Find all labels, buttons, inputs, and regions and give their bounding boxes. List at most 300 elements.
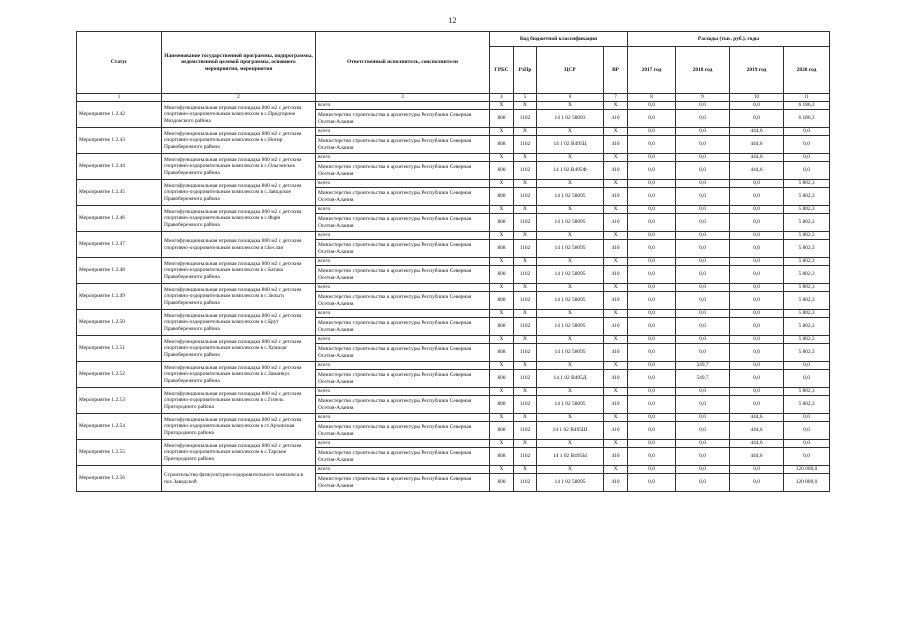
total-2019: 444,6 <box>730 414 784 422</box>
table-row <box>77 284 830 292</box>
header-vr: ВР <box>604 47 628 94</box>
row-name: Многофункциональная игровая площадка 800 м2 с детским спортивно-оздоровительным комплексом в с.Предгорное Моздокского района <box>162 102 316 128</box>
x-mark: X <box>604 362 628 370</box>
value-2018: 0,0 <box>676 422 730 440</box>
row-name: Многофункциональная игровая площадка 800 м2 с детским спортивно-оздоровительным комплексом в с.Ольгинское Правобережного района <box>162 154 316 180</box>
column-number: 6 <box>537 94 604 102</box>
row-executor: Министерство строительства и архитектуры Республики Северная Осетия-Алания <box>316 240 490 258</box>
x-mark: X <box>537 232 604 240</box>
row-rzpr: 1102 <box>514 136 537 154</box>
row-total-label: всего <box>316 414 490 422</box>
value-2018: 0,0 <box>676 266 730 284</box>
row-rzpr: 1102 <box>514 318 537 336</box>
header-budget-code: Код бюджетной классификации <box>490 32 628 47</box>
value-2020: 0,0 <box>784 136 830 154</box>
row-status: Мероприятие 1.2.46 <box>77 206 162 232</box>
x-mark: X <box>604 310 628 318</box>
total-2020: 0,0 <box>784 414 830 422</box>
column-number: 9 <box>676 94 730 102</box>
value-2020: 5 802,3 <box>784 266 830 284</box>
value-2020: 5 802,3 <box>784 292 830 310</box>
header-expenses: Расходы (тыс. руб.), годы <box>628 32 830 47</box>
value-2017: 0,0 <box>628 370 676 388</box>
total-2017: 0,0 <box>628 310 676 318</box>
total-2019: 0,0 <box>730 362 784 370</box>
value-2020: 0,0 <box>784 448 830 466</box>
x-mark: X <box>537 414 604 422</box>
total-2020: 0,0 <box>784 440 830 448</box>
x-mark: X <box>537 206 604 214</box>
row-vr: 410 <box>604 318 628 336</box>
total-2017: 0,0 <box>628 232 676 240</box>
column-number: 1 <box>77 94 162 102</box>
row-executor: Министерство строительства и архитектуры Республики Северная Осетия-Алания <box>316 344 490 362</box>
row-rzpr: 1102 <box>514 344 537 362</box>
row-vr: 410 <box>604 396 628 414</box>
column-number: 11 <box>784 94 830 102</box>
row-total-label: всего <box>316 388 490 396</box>
total-2018: 549,7 <box>676 362 730 370</box>
row-csr: 14 1 02 58095 <box>537 474 604 492</box>
x-mark: X <box>604 336 628 344</box>
value-2018: 0,0 <box>676 292 730 310</box>
x-mark: X <box>490 336 514 344</box>
column-number: 4 <box>490 94 514 102</box>
row-executor: Министерство строительства и архитектуры Республики Северная Осетия-Алания <box>316 422 490 440</box>
row-rzpr: 1102 <box>514 448 537 466</box>
x-mark: X <box>604 440 628 448</box>
table-row <box>77 258 830 266</box>
total-2017: 0,0 <box>628 154 676 162</box>
total-2017: 0,0 <box>628 180 676 188</box>
value-2018: 0,0 <box>676 344 730 362</box>
row-name: Многофункциональная игровая площадка 800 м2 с детским спортивно-оздоровительным комплексом в с.Хумалаг Правобережного района <box>162 336 316 362</box>
value-2019: 0,0 <box>730 318 784 336</box>
x-mark: X <box>514 336 537 344</box>
x-mark: X <box>514 180 537 188</box>
x-mark: X <box>537 128 604 136</box>
row-rzpr: 1102 <box>514 214 537 232</box>
total-2018: 0,0 <box>676 154 730 162</box>
header-status: Статус <box>77 32 162 94</box>
value-2018: 0,0 <box>676 214 730 232</box>
row-name: Строительство физкультурно-оздоровительного комплекса в пос.Заводской <box>162 466 316 492</box>
x-mark: X <box>537 336 604 344</box>
total-2019: 0,0 <box>730 206 784 214</box>
total-2019: 0,0 <box>730 180 784 188</box>
row-rzpr: 1102 <box>514 266 537 284</box>
x-mark: X <box>604 284 628 292</box>
total-2019: 0,0 <box>730 258 784 266</box>
total-2018: 0,0 <box>676 102 730 110</box>
row-status: Мероприятие 1.2.43 <box>77 128 162 154</box>
total-2020: 5 802,3 <box>784 310 830 318</box>
total-2017: 0,0 <box>628 102 676 110</box>
x-mark: X <box>514 440 537 448</box>
x-mark: X <box>490 414 514 422</box>
x-mark: X <box>514 414 537 422</box>
value-2020: 0,0 <box>784 422 830 440</box>
row-name: Многофункциональная игровая площадка 800 м2 с детским спортивно-оздоровительным комплексом в с.Зильги Правобережного района <box>162 284 316 310</box>
value-2017: 0,0 <box>628 292 676 310</box>
row-name: Многофункциональная игровая площадка 800 м2 с детским спортивно-оздоровительным комплексом в с.Фарн Правобережного района <box>162 206 316 232</box>
row-grbs: 808 <box>490 266 514 284</box>
row-name: Многофункциональная игровая площадка 800 м2 с детским спортивно-оздоровительным комплексом в с.Заманкул Правобережного района <box>162 362 316 388</box>
value-2019: 444,6 <box>730 422 784 440</box>
total-2019: 0,0 <box>730 388 784 396</box>
header-year-2017: 2017 год <box>628 47 676 94</box>
header-year-2020: 2020 год <box>784 47 830 94</box>
x-mark: X <box>514 258 537 266</box>
row-vr: 410 <box>604 162 628 180</box>
row-rzpr: 1102 <box>514 370 537 388</box>
value-2019: 444,6 <box>730 448 784 466</box>
x-mark: X <box>537 284 604 292</box>
row-status: Мероприятие 1.2.48 <box>77 258 162 284</box>
row-rzpr: 1102 <box>514 188 537 206</box>
row-csr: 14 1 02 58095 <box>537 188 604 206</box>
value-2019: 0,0 <box>730 214 784 232</box>
row-grbs: 808 <box>490 448 514 466</box>
table-row <box>77 102 830 110</box>
row-vr: 410 <box>604 422 628 440</box>
total-2019: 0,0 <box>730 102 784 110</box>
value-2020: 0,0 <box>784 370 830 388</box>
total-2017: 0,0 <box>628 128 676 136</box>
row-status: Мероприятие 1.2.51 <box>77 336 162 362</box>
total-2018: 0,0 <box>676 336 730 344</box>
row-csr: 14 1 02 В495Ф <box>537 162 604 180</box>
row-status: Мероприятие 1.2.52 <box>77 362 162 388</box>
table-row <box>77 336 830 344</box>
row-executor: Министерство строительства и архитектуры Республики Северная Осетия-Алания <box>316 214 490 232</box>
value-2020: 5 802,3 <box>784 318 830 336</box>
total-2020: 5 802,3 <box>784 388 830 396</box>
x-mark: X <box>604 388 628 396</box>
row-total-label: всего <box>316 102 490 110</box>
row-executor: Министерство строительства и архитектуры Республики Северная Осетия-Алания <box>316 318 490 336</box>
row-grbs: 808 <box>490 370 514 388</box>
row-status: Мероприятие 1.2.49 <box>77 284 162 310</box>
table-row <box>77 180 830 188</box>
x-mark: X <box>490 180 514 188</box>
row-executor: Министерство строительства и архитектуры Республики Северная Осетия-Алания <box>316 474 490 492</box>
value-2017: 0,0 <box>628 136 676 154</box>
table-header <box>77 32 830 102</box>
x-mark: X <box>514 206 537 214</box>
x-mark: X <box>490 102 514 110</box>
value-2017: 0,0 <box>628 344 676 362</box>
row-vr: 410 <box>604 344 628 362</box>
total-2017: 0,0 <box>628 414 676 422</box>
row-total-label: всего <box>316 284 490 292</box>
x-mark: X <box>537 388 604 396</box>
row-vr: 410 <box>604 292 628 310</box>
table-row <box>77 466 830 474</box>
value-2020: 6 186,3 <box>784 110 830 128</box>
column-number: 7 <box>604 94 628 102</box>
row-status: Мероприятие 1.2.55 <box>77 440 162 466</box>
row-csr: 14 1 02 В495Ы <box>537 448 604 466</box>
row-executor: Министерство строительства и архитектуры Республики Северная Осетия-Алания <box>316 136 490 154</box>
row-vr: 410 <box>604 474 628 492</box>
row-vr: 410 <box>604 370 628 388</box>
x-mark: X <box>514 284 537 292</box>
value-2019: 0,0 <box>730 344 784 362</box>
total-2019: 444,6 <box>730 128 784 136</box>
x-mark: X <box>490 362 514 370</box>
row-total-label: всего <box>316 258 490 266</box>
x-mark: X <box>490 440 514 448</box>
header-grbs: ГРБС <box>490 47 514 94</box>
row-grbs: 808 <box>490 396 514 414</box>
row-executor: Министерство строительства и архитектуры Республики Северная Осетия-Алания <box>316 292 490 310</box>
value-2019: 0,0 <box>730 188 784 206</box>
row-status: Мероприятие 1.2.44 <box>77 154 162 180</box>
total-2017: 0,0 <box>628 258 676 266</box>
value-2018: 0,0 <box>676 162 730 180</box>
x-mark: X <box>604 128 628 136</box>
row-rzpr: 1102 <box>514 240 537 258</box>
value-2019: 0,0 <box>730 110 784 128</box>
x-mark: X <box>537 362 604 370</box>
row-rzpr: 1102 <box>514 396 537 414</box>
row-name: Многофункциональная игровая площадка 800 м2 с детским спортивно-оздоровительным комплексом в г.Беслан <box>162 232 316 258</box>
total-2020: 0,0 <box>784 128 830 136</box>
row-name: Многофункциональная игровая площадка 800 м2 с детским спортивно-оздоровительным комплексом в с.Тарское Пригородного района <box>162 440 316 466</box>
x-mark: X <box>490 128 514 136</box>
value-2019: 0,0 <box>730 240 784 258</box>
value-2017: 0,0 <box>628 266 676 284</box>
total-2018: 0,0 <box>676 206 730 214</box>
row-rzpr: 1102 <box>514 474 537 492</box>
row-total-label: всего <box>316 206 490 214</box>
x-mark: X <box>514 102 537 110</box>
row-status: Мероприятие 1.2.54 <box>77 414 162 440</box>
row-vr: 410 <box>604 188 628 206</box>
column-number: 2 <box>162 94 316 102</box>
header-executor: Ответственный исполнитель, соисполнители <box>316 32 490 94</box>
row-grbs: 808 <box>490 292 514 310</box>
total-2017: 0,0 <box>628 362 676 370</box>
header-year-2018: 2018 год <box>676 47 730 94</box>
total-2017: 0,0 <box>628 388 676 396</box>
column-numbers-row <box>77 94 830 102</box>
row-rzpr: 1102 <box>514 110 537 128</box>
column-number: 8 <box>628 94 676 102</box>
row-grbs: 808 <box>490 188 514 206</box>
total-2020: 0,0 <box>784 362 830 370</box>
row-status: Мероприятие 1.2.47 <box>77 232 162 258</box>
table-row <box>77 440 830 448</box>
budget-table <box>76 31 830 492</box>
row-csr: 14 1 02 58095 <box>537 318 604 336</box>
value-2018: 0,0 <box>676 396 730 414</box>
x-mark: X <box>514 362 537 370</box>
value-2018: 0,0 <box>676 240 730 258</box>
total-2020: 5 802,3 <box>784 336 830 344</box>
value-2019: 444,6 <box>730 162 784 180</box>
value-2020: 5 802,3 <box>784 214 830 232</box>
header-rzpr: РзПр <box>514 47 537 94</box>
value-2018: 0,0 <box>676 136 730 154</box>
x-mark: X <box>537 154 604 162</box>
row-csr: 14 1 02 58095 <box>537 240 604 258</box>
page-number: 12 <box>448 16 457 25</box>
row-status: Мероприятие 1.2.50 <box>77 310 162 336</box>
row-vr: 410 <box>604 214 628 232</box>
x-mark: X <box>490 284 514 292</box>
total-2020: 5 802,3 <box>784 180 830 188</box>
value-2017: 0,0 <box>628 318 676 336</box>
row-total-label: всего <box>316 362 490 370</box>
x-mark: X <box>604 206 628 214</box>
row-vr: 410 <box>604 136 628 154</box>
x-mark: X <box>490 466 514 474</box>
value-2018: 0,0 <box>676 448 730 466</box>
total-2019: 0,0 <box>730 232 784 240</box>
row-csr: 14 1 02 58095 <box>537 266 604 284</box>
value-2019: 0,0 <box>730 396 784 414</box>
value-2018: 0,0 <box>676 110 730 128</box>
row-status: Мероприятие 1.2.42 <box>77 102 162 128</box>
x-mark: X <box>604 414 628 422</box>
header-year-2019: 2019 год <box>730 47 784 94</box>
total-2019: 0,0 <box>730 310 784 318</box>
value-2019: 0,0 <box>730 292 784 310</box>
x-mark: X <box>514 310 537 318</box>
x-mark: X <box>604 154 628 162</box>
value-2017: 0,0 <box>628 422 676 440</box>
total-2019: 0,0 <box>730 336 784 344</box>
value-2019: 0,0 <box>730 474 784 492</box>
value-2018: 0,0 <box>676 318 730 336</box>
row-grbs: 808 <box>490 318 514 336</box>
x-mark: X <box>490 206 514 214</box>
row-vr: 410 <box>604 110 628 128</box>
total-2017: 0,0 <box>628 284 676 292</box>
x-mark: X <box>490 310 514 318</box>
table-row <box>77 206 830 214</box>
row-grbs: 808 <box>490 162 514 180</box>
row-grbs: 808 <box>490 344 514 362</box>
x-mark: X <box>514 232 537 240</box>
total-2020: 5 802,3 <box>784 206 830 214</box>
row-csr: 14 1 02 В495Ш <box>537 422 604 440</box>
total-2020: 0,0 <box>784 154 830 162</box>
x-mark: X <box>514 128 537 136</box>
row-total-label: всего <box>316 154 490 162</box>
total-2020: 5 802,3 <box>784 284 830 292</box>
x-mark: X <box>490 154 514 162</box>
value-2019: 0,0 <box>730 266 784 284</box>
total-2020: 5 802,3 <box>784 232 830 240</box>
total-2018: 0,0 <box>676 466 730 474</box>
value-2019: 444,6 <box>730 136 784 154</box>
total-2018: 0,0 <box>676 440 730 448</box>
x-mark: X <box>537 440 604 448</box>
row-csr: 14 1 02 58095 <box>537 396 604 414</box>
row-executor: Министерство строительства и архитектуры Республики Северная Осетия-Алания <box>316 188 490 206</box>
row-executor: Министерство строительства и архитектуры Республики Северная Осетия-Алания <box>316 370 490 388</box>
x-mark: X <box>604 102 628 110</box>
x-mark: X <box>514 388 537 396</box>
total-2020: 5 802,3 <box>784 258 830 266</box>
row-csr: 14 1 02 58095 <box>537 292 604 310</box>
row-grbs: 808 <box>490 240 514 258</box>
x-mark: X <box>537 466 604 474</box>
row-executor: Министерство строительства и архитектуры Республики Северная Осетия-Алания <box>316 110 490 128</box>
row-total-label: всего <box>316 232 490 240</box>
total-2018: 0,0 <box>676 232 730 240</box>
value-2017: 0,0 <box>628 110 676 128</box>
x-mark: X <box>537 310 604 318</box>
total-2017: 0,0 <box>628 336 676 344</box>
table-row <box>77 154 830 162</box>
total-2018: 0,0 <box>676 258 730 266</box>
total-2019: 0,0 <box>730 284 784 292</box>
row-rzpr: 1102 <box>514 292 537 310</box>
column-number: 10 <box>730 94 784 102</box>
row-csr: 14 1 02 58095 <box>537 214 604 232</box>
row-status: Мероприятие 1.2.56 <box>77 466 162 492</box>
row-total-label: всего <box>316 180 490 188</box>
value-2017: 0,0 <box>628 240 676 258</box>
row-name: Многофункциональная игровая площадка 800 м2 с детским спортивно-оздоровительным комплексом в с.Гизель Пригородного района <box>162 388 316 414</box>
row-name: Многофункциональная игровая площадка 800 м2 с детским спортивно-оздоровительным комплексом в с.Ногир Правобережного района <box>162 128 316 154</box>
table-row <box>77 128 830 136</box>
x-mark: X <box>514 466 537 474</box>
x-mark: X <box>490 388 514 396</box>
row-name: Многофункциональная игровая площадка 800 м2 с детским спортивно-оздоровительным комплексом в ст.Архонская Пригородного района <box>162 414 316 440</box>
value-2017: 0,0 <box>628 188 676 206</box>
row-csr: 14 1 02 58093 <box>537 110 604 128</box>
row-total-label: всего <box>316 310 490 318</box>
total-2018: 0,0 <box>676 310 730 318</box>
value-2020: 120 000,0 <box>784 474 830 492</box>
value-2017: 0,0 <box>628 214 676 232</box>
total-2019: 0,0 <box>730 466 784 474</box>
value-2018: 0,0 <box>676 474 730 492</box>
row-rzpr: 1102 <box>514 162 537 180</box>
total-2017: 0,0 <box>628 440 676 448</box>
table-row <box>77 362 830 370</box>
value-2020: 0,0 <box>784 162 830 180</box>
row-vr: 410 <box>604 448 628 466</box>
total-2019: 444,6 <box>730 154 784 162</box>
row-csr: 14 1 02 В495Ц <box>537 136 604 154</box>
value-2017: 0,0 <box>628 162 676 180</box>
total-2018: 0,0 <box>676 128 730 136</box>
column-number: 5 <box>514 94 537 102</box>
row-grbs: 808 <box>490 110 514 128</box>
table-row <box>77 414 830 422</box>
row-name: Многофункциональная игровая площадка 800 м2 с детским спортивно-оздоровительным комплексом в с.Брут Правобережного района <box>162 310 316 336</box>
row-executor: Министерство строительства и архитектуры Республики Северная Осетия-Алания <box>316 266 490 284</box>
row-name: Многофункциональная игровая площадка 800 м2 с детским спортивно-оздоровительным комплексом в с.Заводское Правобережного района <box>162 180 316 206</box>
value-2017: 0,0 <box>628 474 676 492</box>
row-total-label: всего <box>316 440 490 448</box>
header-name: Наименование государственной программы, подпрограммы, ведомственной целевой программы, основного мероприятия, мероприятия <box>162 32 316 94</box>
row-grbs: 808 <box>490 136 514 154</box>
value-2020: 5 802,3 <box>784 240 830 258</box>
x-mark: X <box>604 258 628 266</box>
row-grbs: 808 <box>490 474 514 492</box>
value-2017: 0,0 <box>628 448 676 466</box>
total-2018: 0,0 <box>676 180 730 188</box>
total-2019: 444,6 <box>730 440 784 448</box>
x-mark: X <box>537 180 604 188</box>
